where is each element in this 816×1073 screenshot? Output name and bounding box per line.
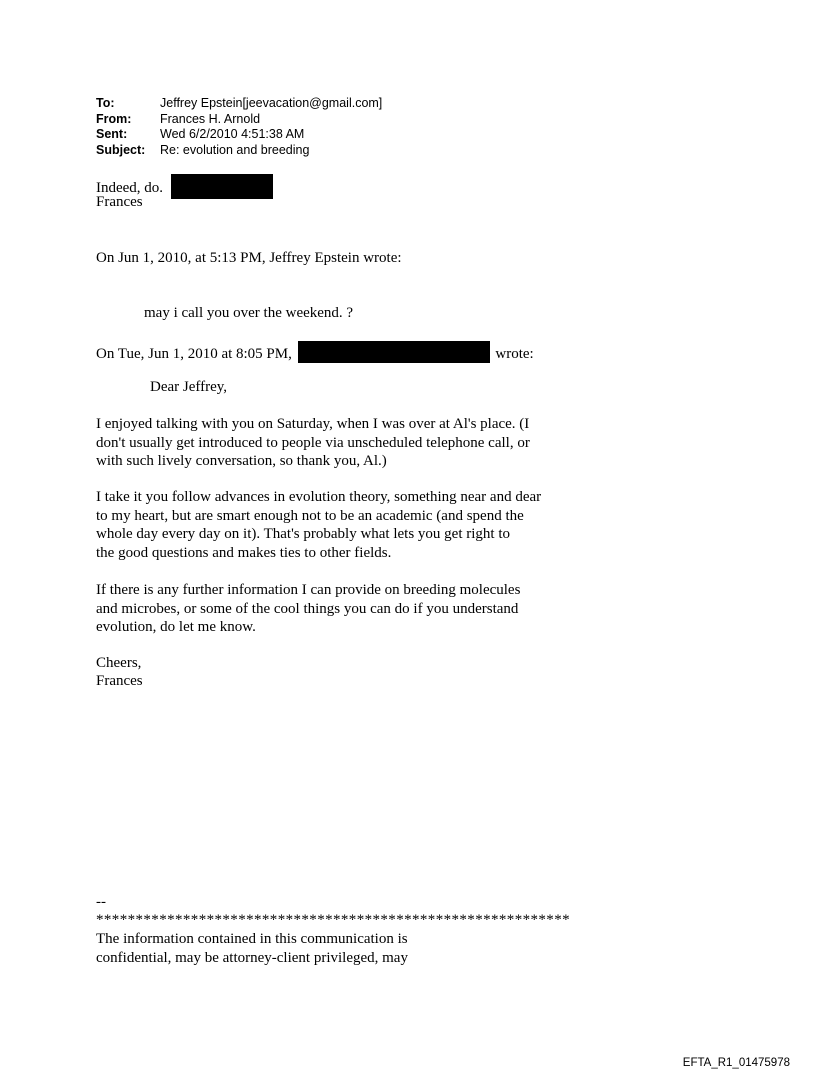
header-sent-row xyxy=(96,127,382,143)
quote1-text: may i call you over the weekend. ? xyxy=(144,305,354,321)
disclaimer-line: The information contained in this communication is xyxy=(96,931,408,947)
reply-text: Indeed, do. xyxy=(96,180,164,196)
paragraph-line: If there is any further information I can provide on breeding molecules xyxy=(96,582,521,598)
paragraph-3 xyxy=(96,581,520,637)
reply-signature: Frances xyxy=(96,194,143,210)
header-to-row xyxy=(96,96,382,112)
paragraph-line: with such lively conversation, so thank you, Al.) xyxy=(96,453,387,469)
sent-value: Wed 6/2/2010 4:51:38 AM xyxy=(160,127,305,141)
document-id: EFTA_R1_01475978 xyxy=(682,1057,790,1069)
email-header xyxy=(96,96,382,158)
paragraph-2 xyxy=(96,488,541,562)
quote2-header-prefix: On Tue, Jun 1, 2010 at 8:05 PM, xyxy=(96,346,292,362)
paragraph-line: evolution, do let me know. xyxy=(96,619,256,635)
footer-disclaimer xyxy=(96,930,408,967)
header-subject-row xyxy=(96,143,382,159)
sent-label: Sent: xyxy=(96,127,128,141)
paragraph-1 xyxy=(96,415,530,471)
paragraph-line: I enjoyed talking with you on Saturday, when I was over at Al's place. (I xyxy=(96,416,530,432)
footer-asterisks: ************************************************************ xyxy=(96,912,570,928)
footer-dashes: -- xyxy=(96,894,106,910)
closing: Cheers, xyxy=(96,655,142,671)
from-value: Frances H. Arnold xyxy=(160,111,261,126)
to-value: Jeffrey Epstein[jeevacation@gmail.com] xyxy=(160,96,383,110)
quote2-header xyxy=(96,341,534,364)
paragraph-line: whole day every day on it). That's probably what lets you get right to xyxy=(96,526,511,542)
to-label: To: xyxy=(96,96,115,110)
redaction-block xyxy=(171,174,273,199)
redaction-block xyxy=(298,341,490,363)
from-label: From: xyxy=(96,111,132,126)
quote1-header: On Jun 1, 2010, at 5:13 PM, Jeffrey Epstein wrote: xyxy=(96,250,402,266)
paragraph-line: don't usually get introduced to people via unscheduled telephone call, or xyxy=(96,434,530,451)
paragraph-line: and microbes, or some of the cool things you can do if you understand xyxy=(96,600,519,617)
paragraph-line: to my heart, but are smart enough not to be an academic (and spend the xyxy=(96,507,524,524)
disclaimer-line: confidential, may be attorney-client privileged, may xyxy=(96,949,408,966)
quote2-header-suffix: wrote: xyxy=(495,346,534,362)
greeting: Dear Jeffrey, xyxy=(150,379,228,395)
paragraph-line: I take it you follow advances in evolution theory, something near and dear xyxy=(96,489,542,505)
subject-label: Subject: xyxy=(96,142,146,157)
paragraph-line: the good questions and makes ties to other fields. xyxy=(96,544,392,561)
header-from-row xyxy=(96,112,382,128)
closing-name: Frances xyxy=(96,673,143,689)
subject-value: Re: evolution and breeding xyxy=(160,142,310,157)
